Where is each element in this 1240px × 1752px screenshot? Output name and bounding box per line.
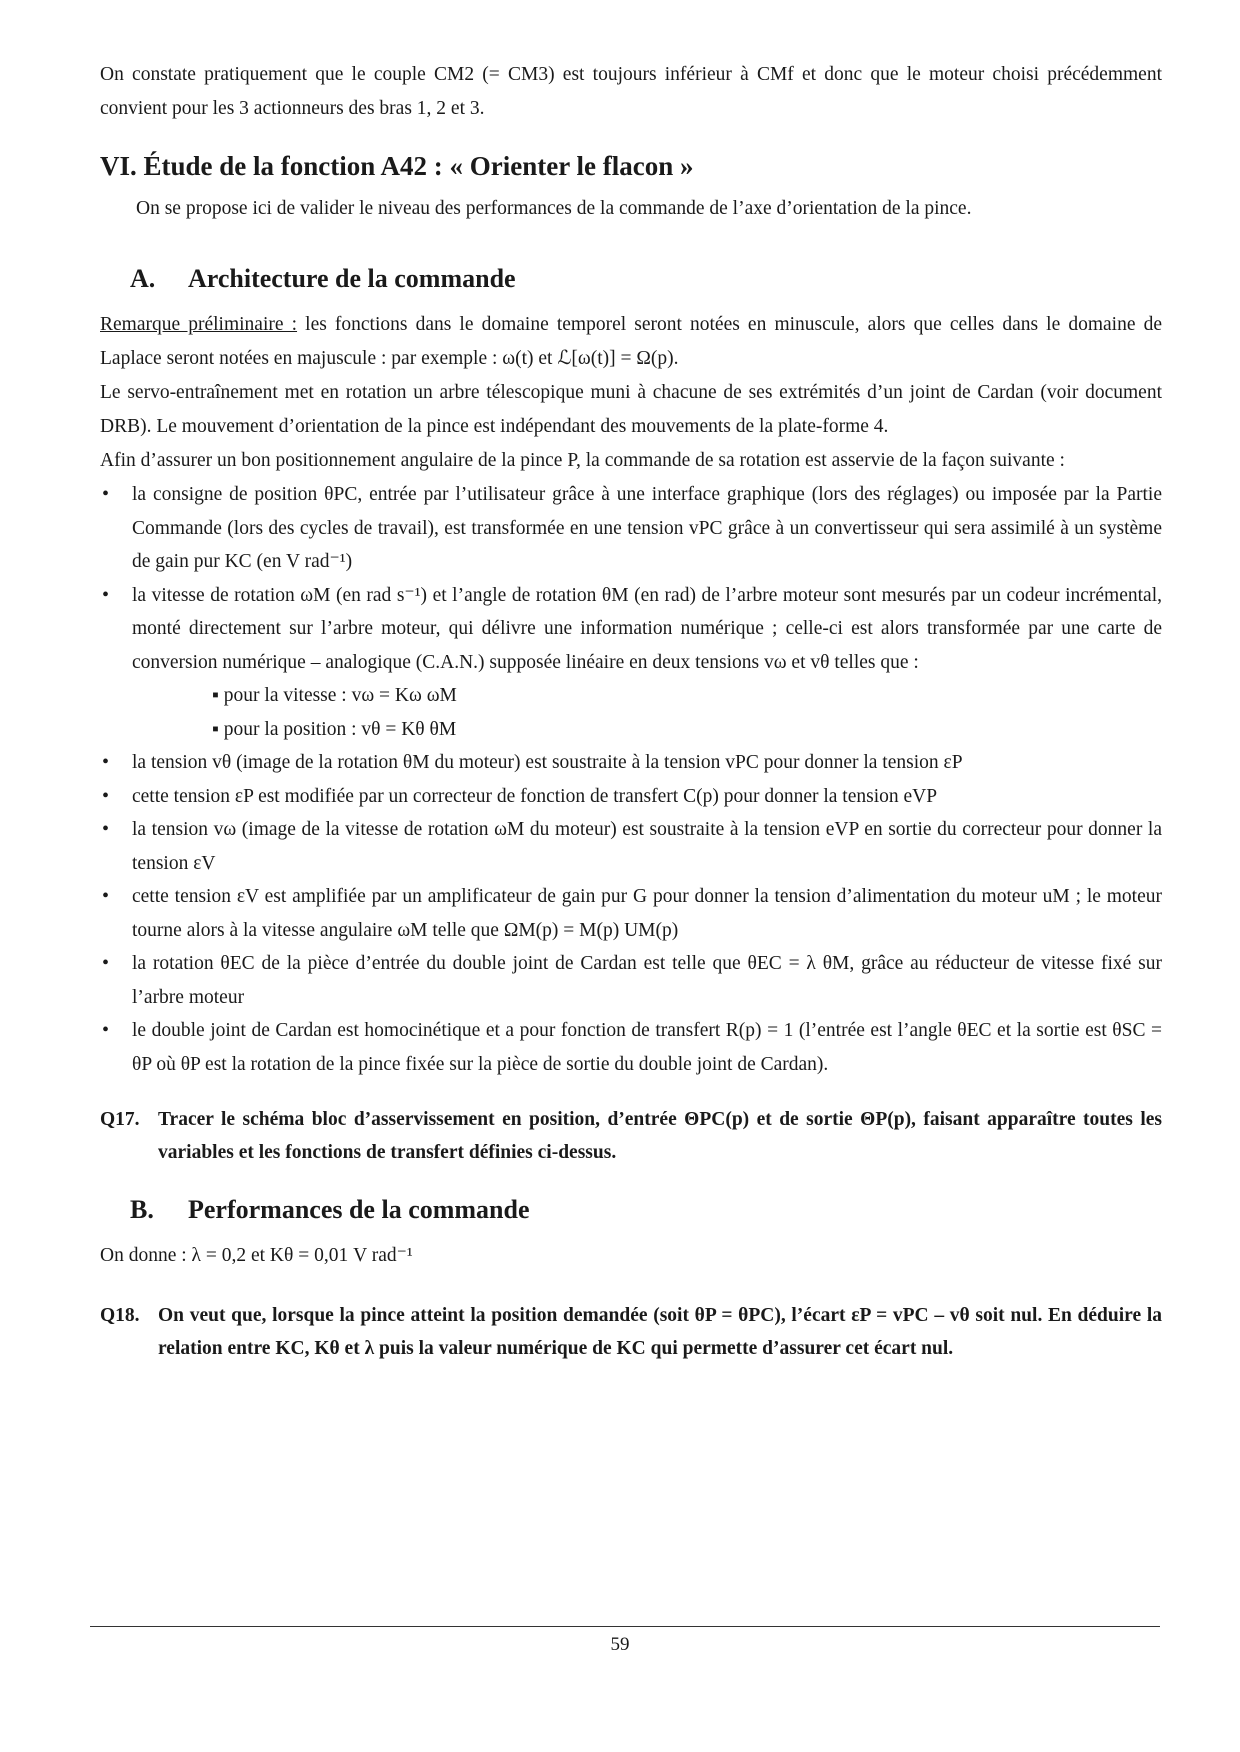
question-18-text: On veut que, lorsque la pince atteint la position demandée (soit θP = θPC), l’écart εP = vPC – vθ soit nul. En déduire la relation entre KC, Kθ et λ puis la valeur numérique de KC qui permette d’assurer cet écart nul. (158, 1305, 1162, 1359)
architecture-paragraph-1: Le servo-entraînement met en rotation un arbre télescopique muni à chacune de ses extrémités d’un joint de Cardan (voir document DRB). Le mouvement d’orientation de la pince est indépendant des mouvements de la plate-forme 4. (100, 382, 1162, 437)
section-intro: On se propose ici de valider le niveau des performances de la commande de l’axe d’orientation de la pince. (136, 198, 972, 219)
control-chain-list (100, 478, 1162, 1081)
subsection-b-heading (130, 1193, 1162, 1227)
list-item: • la tension vθ (image de la rotation θM du moteur) est soustraite à la tension vPC pour donner la tension εP (100, 746, 1162, 780)
list-item: • la tension vω (image de la vitesse de rotation ωM du moteur) est soustraite à la tension eVP en sortie du correcteur pour donner la tension εV (100, 813, 1162, 880)
question-18-number: Q18. (100, 1305, 140, 1326)
architecture-paragraph-2: Afin d’assurer un bon positionnement angulaire de la pince P, la commande de sa rotation est asservie de la façon suivante : (100, 450, 1065, 471)
question-17-number: Q17. (100, 1109, 140, 1130)
footer-divider (90, 1626, 1160, 1627)
section-title: VI. Étude de la fonction A42 : « Orienter le flacon » (100, 151, 694, 181)
subsection-b-letter: B. (130, 1195, 154, 1224)
subsection-b-title: Performances de la commande (188, 1195, 530, 1224)
page-number: 59 (610, 1634, 630, 1655)
list-item: • la rotation θEC de la pièce d’entrée du double joint de Cardan est telle que θEC = λ θM, grâce au réducteur de vitesse fixé sur l’arbre moteur (100, 947, 1162, 1014)
remark-paragraph (100, 308, 1162, 376)
remark-label: Remarque préliminaire : (100, 314, 298, 335)
subsection-a-heading (130, 262, 1162, 296)
list-item: • cette tension εP est modifiée par un correcteur de fonction de transfert C(p) pour donner la tension eVP (100, 780, 1162, 814)
list-item-text: la vitesse de rotation ωM (en rad s⁻¹) et l’angle de rotation θM (en rad) de l’arbre moteur sont mesurés par un codeur incrémental, monté directement sur l’arbre moteur, qui délivre une information numérique ; celle-ci est alors transformée par une carte de conversion numérique – analogique (C.A.N.) supposée linéaire en deux tensions vω et vθ telles que : (132, 584, 1162, 673)
remark-text: les fonctions dans le domaine temporel seront notées en minuscule, alors que celles dans le domaine de Laplace seront notées en majuscule : par exemple : ω(t) et ℒ[ω(t)] = Ω(p). (100, 314, 1162, 369)
list-item (100, 579, 1162, 747)
subsection-a-letter: A. (130, 264, 156, 293)
document-page (100, 58, 1162, 1365)
speed-relation: ▪ pour la vitesse : vω = Kω ωM (212, 685, 457, 706)
list-item: • cette tension εV est amplifiée par un amplificateur de gain pur G pour donner la tension d’alimentation du moteur uM ; le moteur tourne alors à la vitesse angulaire ωM telle que ΩM(p) = M(p) UM(p) (100, 880, 1162, 947)
question-18 (100, 1299, 1162, 1365)
intro-paragraph: On constate pratiquement que le couple CM2 (= CM3) est toujours inférieur à CMf et donc que le moteur choisi précédemment convient pour les 3 actionneurs des bras 1, 2 et 3. (100, 64, 1162, 119)
list-item: • le double joint de Cardan est homocinétique et a pour fonction de transfert R(p) = 1 (l’entrée est l’angle θEC et la sortie est θSC = θP où θP est la rotation de la pince fixée sur la pièce de sortie du double joint de Cardan). (100, 1014, 1162, 1081)
list-item: • la consigne de position θPC, entrée par l’utilisateur grâce à une interface graphique (lors des réglages) ou imposée par la Partie Commande (lors des cycles de travail), est transformée en une tension vPC grâce à un convertisseur qui sera assimilé à un système de gain pur KC (en V rad⁻¹) (100, 478, 1162, 579)
question-17 (100, 1103, 1162, 1169)
given-values: On donne : λ = 0,2 et Kθ = 0,01 V rad⁻¹ (100, 1245, 413, 1266)
subsection-a-title: Architecture de la commande (188, 264, 516, 293)
question-17-text: Tracer le schéma bloc d’asservissement en position, d’entrée ΘPC(p) et de sortie ΘP(p), faisant apparaître toutes les variables et les fonctions de transfert définies ci-dessus. (158, 1109, 1162, 1163)
position-relation: ▪ pour la position : vθ = Kθ θM (212, 718, 457, 740)
